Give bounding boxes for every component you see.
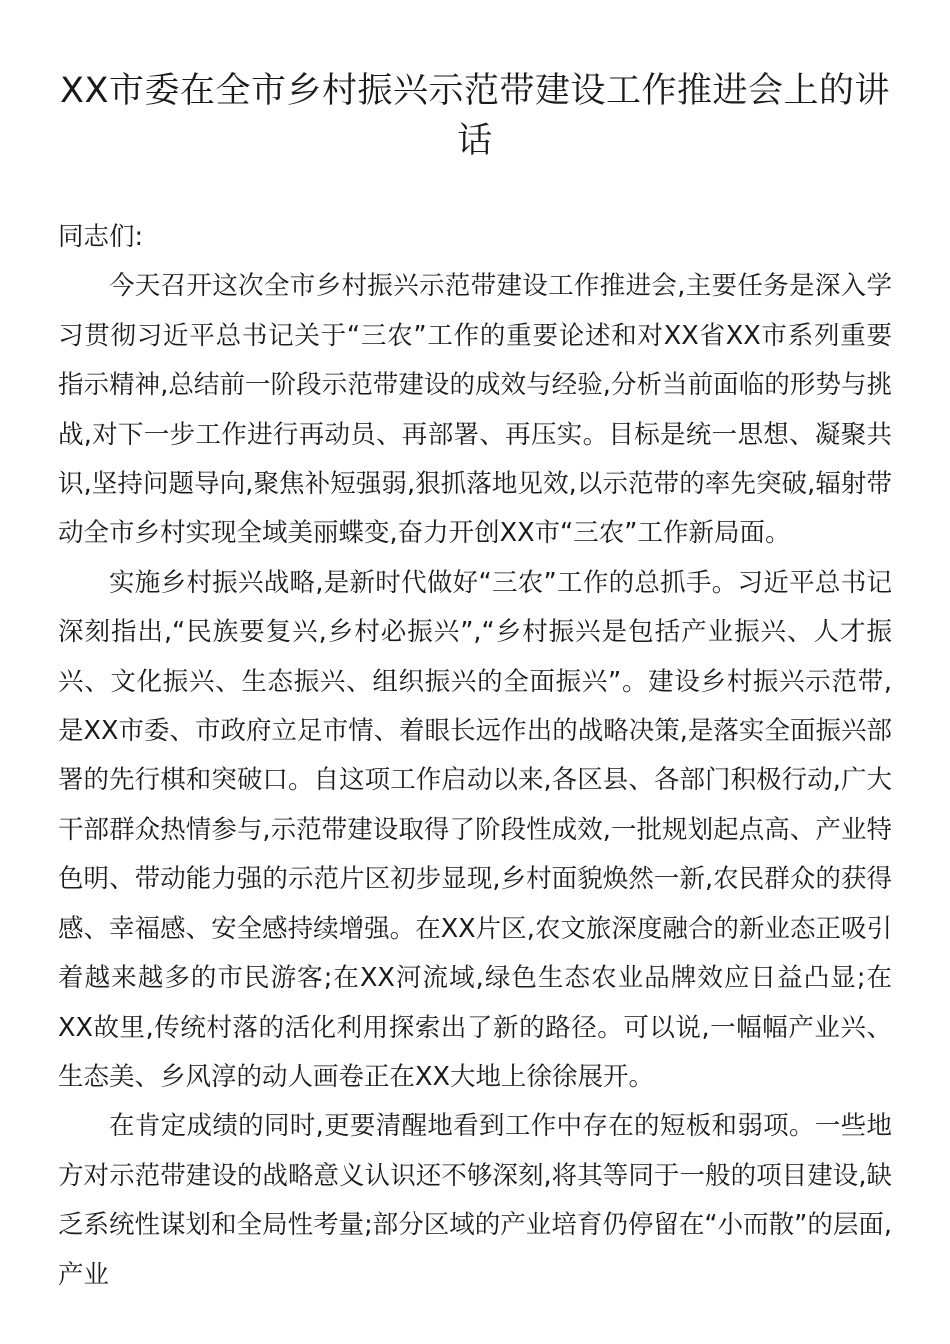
document-body xyxy=(58,213,892,1300)
salutation: 同志们: xyxy=(58,222,144,252)
document-title: XX市委在全市乡村振兴示范带建设工作推进会上的讲话 xyxy=(60,71,890,161)
paragraph-2: 实施乡村振兴战略,是新时代做好“三农”工作的总抓手。习近平总书记深刻指出,“民族要复兴,乡村必振兴”,“乡村振兴是包括产业振兴、人才振兴、文化振兴、生态振兴、组织振兴的全面振兴”。建设乡村振兴示范带,是XX市委、市政府立足市情、着眼长远作出的战略决策,是落实全面振兴部署的先行棋和突破口。自这项工作启动以来,各区县、各部门积极行动,广大干部群众热情参与,示范带建设取得了阶段性成效,一批规划起点高、产业特色明、带动能力强的示范片区初步显现,乡村面貌焕然一新,农民群众的获得感、幸福感、安全感持续增强。在XX片区,农文旅深度融合的新业态正吸引着越来越多的市民游客;在XX河流域,绿色生态农业品牌效应日益凸显;在XX故里,传统村落的活化利用探索出了新的路径。可以说,一幅幅产业兴、生态美、乡风淳的动人画卷正在XX大地上徐徐展开。 xyxy=(58,567,892,1092)
paragraph-3: 在肯定成绩的同时,更要清醒地看到工作中存在的短板和弱项。一些地方对示范带建设的战略意义认识还不够深刻,将其等同于一般的项目建设,缺乏系统性谋划和全局性考量;部分区域的产业培育仍停留在“小而散”的层面,产业 xyxy=(58,1111,892,1290)
paragraph-1: 今天召开这次全市乡村振兴示范带建设工作推进会,主要任务是深入学习贯彻习近平总书记关于“三农”工作的重要论述和对XX省XX市系列重要指示精神,总结前一阶段示范带建设的成效与经验,分析当前面临的形势与挑战,对下一步工作进行再动员、再部署、再压实。目标是统一思想、凝聚共识,坚持问题导向,聚焦补短强弱,狠抓落地见效,以示范带的率先突破,辐射带动全市乡村实现全域美丽蝶变,奋力开创XX市“三农”工作新局面。 xyxy=(58,271,892,549)
